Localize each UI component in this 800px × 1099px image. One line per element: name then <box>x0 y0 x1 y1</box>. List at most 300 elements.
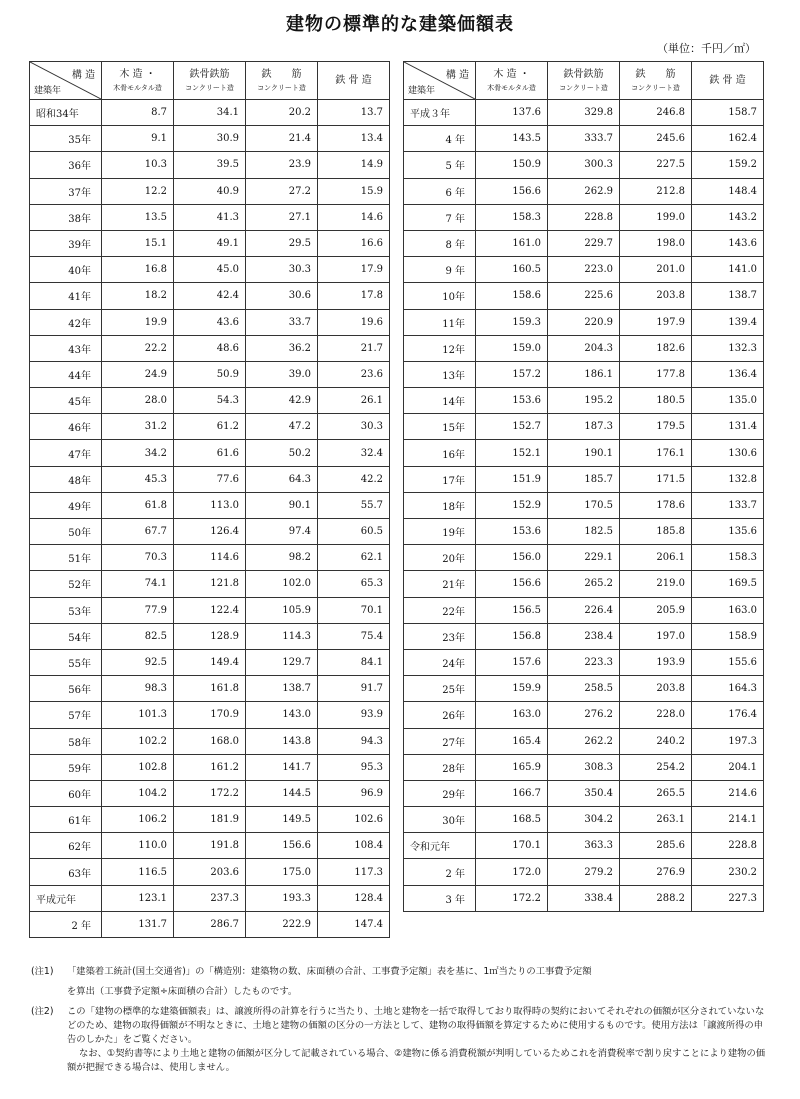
value-cell: 226.4 <box>548 597 620 623</box>
table-row <box>404 519 764 545</box>
value-cell: 170.9 <box>174 702 246 728</box>
value-cell: 113.0 <box>174 492 246 518</box>
year-cell: 41年 <box>30 283 102 309</box>
value-cell: 21.4 <box>246 126 318 152</box>
value-cell: 228.8 <box>548 204 620 230</box>
value-cell: 176.4 <box>692 702 764 728</box>
value-cell: 93.9 <box>318 702 390 728</box>
value-cell: 223.3 <box>548 649 620 675</box>
table-row <box>30 335 390 361</box>
value-cell: 129.7 <box>246 649 318 675</box>
value-cell: 160.5 <box>476 257 548 283</box>
value-cell: 40.9 <box>174 178 246 204</box>
value-cell: 102.0 <box>246 571 318 597</box>
year-cell: 56年 <box>30 676 102 702</box>
value-cell: 104.2 <box>102 780 174 806</box>
year-cell: 24年 <box>404 649 476 675</box>
value-cell: 177.8 <box>620 361 692 387</box>
value-cell: 64.3 <box>246 466 318 492</box>
table-row <box>30 702 390 728</box>
value-cell: 237.3 <box>174 885 246 911</box>
value-cell: 156.8 <box>476 623 548 649</box>
corner-header <box>30 62 102 100</box>
year-cell: 11年 <box>404 309 476 335</box>
value-cell: 16.6 <box>318 230 390 256</box>
note-2-text: この「建物の標準的な建築価額表」は、譲渡所得の計算を行うに当たり、土地と建物を一括で取得しており取得時の契約においてそれぞれの価額が区分されていないなどのため、建物の取得価額が不明なときに、土地と建物の価額の区分の一方法として、建物の取得価額を算定するために使用するものです。使用方法は「譲渡所得の申告のしかた」をご覧ください。 <box>67 1006 765 1045</box>
year-cell: 17年 <box>404 466 476 492</box>
value-cell: 178.6 <box>620 492 692 518</box>
value-cell: 158.9 <box>692 623 764 649</box>
value-cell: 77.6 <box>174 466 246 492</box>
value-cell: 159.0 <box>476 335 548 361</box>
value-cell: 36.2 <box>246 335 318 361</box>
table-row <box>30 571 390 597</box>
value-cell: 161.2 <box>174 754 246 780</box>
value-cell: 161.0 <box>476 230 548 256</box>
table-row <box>30 807 390 833</box>
value-cell: 138.7 <box>246 676 318 702</box>
value-cell: 30.3 <box>246 257 318 283</box>
value-cell: 26.1 <box>318 388 390 414</box>
value-cell: 262.9 <box>548 178 620 204</box>
value-cell: 258.5 <box>548 676 620 702</box>
year-cell: 5 年 <box>404 152 476 178</box>
year-cell: 62年 <box>30 833 102 859</box>
year-cell: 45年 <box>30 388 102 414</box>
table-row <box>404 885 764 911</box>
year-cell: 26年 <box>404 702 476 728</box>
value-cell: 65.3 <box>318 571 390 597</box>
table-row <box>404 571 764 597</box>
value-cell: 152.9 <box>476 492 548 518</box>
value-cell: 158.6 <box>476 283 548 309</box>
value-cell: 13.4 <box>318 126 390 152</box>
year-cell: 35年 <box>30 126 102 152</box>
structure-label: 構 造 <box>445 70 469 81</box>
table-row <box>30 780 390 806</box>
structure-label: 構 造 <box>71 70 95 81</box>
year-cell: 15年 <box>404 414 476 440</box>
value-cell: 156.6 <box>476 571 548 597</box>
value-cell: 193.3 <box>246 885 318 911</box>
table-row <box>404 100 764 126</box>
table-row <box>30 859 390 885</box>
value-cell: 152.7 <box>476 414 548 440</box>
year-cell: 22年 <box>404 597 476 623</box>
year-cell: 3 年 <box>404 885 476 911</box>
table-row <box>30 649 390 675</box>
table-row <box>30 466 390 492</box>
col-header-rc: 鉄 筋 コンクリート造 <box>620 62 692 100</box>
table-row <box>30 230 390 256</box>
year-cell: 43年 <box>30 335 102 361</box>
value-cell: 195.2 <box>548 388 620 414</box>
value-cell: 42.2 <box>318 466 390 492</box>
value-cell: 34.1 <box>174 100 246 126</box>
value-cell: 97.4 <box>246 519 318 545</box>
year-cell: 28年 <box>404 754 476 780</box>
value-cell: 17.8 <box>318 283 390 309</box>
year-cell: 61年 <box>30 807 102 833</box>
value-cell: 149.4 <box>174 649 246 675</box>
value-cell: 132.8 <box>692 466 764 492</box>
table-row <box>30 728 390 754</box>
table-row <box>404 283 764 309</box>
value-cell: 182.6 <box>620 335 692 361</box>
value-cell: 29.5 <box>246 230 318 256</box>
year-cell: 13年 <box>404 361 476 387</box>
value-cell: 168.0 <box>174 728 246 754</box>
value-cell: 198.0 <box>620 230 692 256</box>
value-cell: 229.1 <box>548 545 620 571</box>
value-cell: 263.1 <box>620 807 692 833</box>
value-cell: 135.0 <box>692 388 764 414</box>
year-cell: 27年 <box>404 728 476 754</box>
table-row <box>30 126 390 152</box>
value-cell: 166.7 <box>476 780 548 806</box>
value-cell: 128.4 <box>318 885 390 911</box>
year-cell: 19年 <box>404 519 476 545</box>
year-cell: 2 年 <box>404 859 476 885</box>
value-cell: 141.0 <box>692 257 764 283</box>
value-cell: 169.5 <box>692 571 764 597</box>
value-cell: 308.3 <box>548 754 620 780</box>
value-cell: 138.7 <box>692 283 764 309</box>
table-row <box>404 204 764 230</box>
value-cell: 70.1 <box>318 597 390 623</box>
value-cell: 122.4 <box>174 597 246 623</box>
year-cell: 9 年 <box>404 257 476 283</box>
value-cell: 151.9 <box>476 466 548 492</box>
value-cell: 19.6 <box>318 309 390 335</box>
value-cell: 92.5 <box>102 649 174 675</box>
value-cell: 158.7 <box>692 100 764 126</box>
table-row <box>404 388 764 414</box>
value-cell: 172.0 <box>476 859 548 885</box>
value-cell: 190.1 <box>548 440 620 466</box>
value-cell: 31.2 <box>102 414 174 440</box>
value-cell: 110.0 <box>102 833 174 859</box>
table-row <box>404 126 764 152</box>
value-cell: 21.7 <box>318 335 390 361</box>
value-cell: 165.4 <box>476 728 548 754</box>
value-cell: 15.9 <box>318 178 390 204</box>
table-row <box>30 152 390 178</box>
value-cell: 276.9 <box>620 859 692 885</box>
year-cell: 47年 <box>30 440 102 466</box>
table-row <box>404 257 764 283</box>
value-cell: 300.3 <box>548 152 620 178</box>
table-row <box>404 676 764 702</box>
year-cell: 14年 <box>404 388 476 414</box>
year-cell: 6 年 <box>404 178 476 204</box>
table-row <box>30 100 390 126</box>
table-row <box>404 833 764 859</box>
value-cell: 159.3 <box>476 309 548 335</box>
year-cell: 60年 <box>30 780 102 806</box>
value-cell: 42.4 <box>174 283 246 309</box>
value-cell: 179.5 <box>620 414 692 440</box>
value-cell: 60.5 <box>318 519 390 545</box>
value-cell: 230.2 <box>692 859 764 885</box>
value-cell: 126.4 <box>174 519 246 545</box>
value-cell: 49.1 <box>174 230 246 256</box>
value-cell: 94.3 <box>318 728 390 754</box>
value-cell: 144.5 <box>246 780 318 806</box>
table-row <box>404 754 764 780</box>
value-cell: 156.5 <box>476 597 548 623</box>
value-cell: 90.1 <box>246 492 318 518</box>
value-cell: 156.6 <box>246 833 318 859</box>
value-cell: 214.1 <box>692 807 764 833</box>
value-cell: 13.5 <box>102 204 174 230</box>
table-row <box>30 414 390 440</box>
value-cell: 135.6 <box>692 519 764 545</box>
value-cell: 70.3 <box>102 545 174 571</box>
value-cell: 108.4 <box>318 833 390 859</box>
year-cell: 16年 <box>404 440 476 466</box>
table-row <box>404 728 764 754</box>
value-cell: 45.0 <box>174 257 246 283</box>
year-cell: 38年 <box>30 204 102 230</box>
value-cell: 203.8 <box>620 676 692 702</box>
col-header-steel: 鉄 骨 造 <box>318 62 390 100</box>
value-cell: 161.8 <box>174 676 246 702</box>
value-cell: 350.4 <box>548 780 620 806</box>
year-cell: 7 年 <box>404 204 476 230</box>
value-cell: 262.2 <box>548 728 620 754</box>
value-cell: 165.9 <box>476 754 548 780</box>
year-cell: 63年 <box>30 859 102 885</box>
value-cell: 285.6 <box>620 833 692 859</box>
value-cell: 197.3 <box>692 728 764 754</box>
value-cell: 170.5 <box>548 492 620 518</box>
value-cell: 333.7 <box>548 126 620 152</box>
value-cell: 185.7 <box>548 466 620 492</box>
table-row <box>30 309 390 335</box>
value-cell: 39.0 <box>246 361 318 387</box>
value-cell: 41.3 <box>174 204 246 230</box>
value-cell: 279.2 <box>548 859 620 885</box>
value-cell: 133.7 <box>692 492 764 518</box>
value-cell: 288.2 <box>620 885 692 911</box>
value-cell: 163.0 <box>476 702 548 728</box>
table-row <box>404 545 764 571</box>
value-cell: 193.9 <box>620 649 692 675</box>
table-row <box>30 885 390 911</box>
value-cell: 96.9 <box>318 780 390 806</box>
note-2-mark: (注2) <box>31 1006 54 1017</box>
year-cell: 55年 <box>30 649 102 675</box>
value-cell: 153.6 <box>476 388 548 414</box>
value-cell: 265.2 <box>548 571 620 597</box>
value-cell: 22.2 <box>102 335 174 361</box>
year-cell: 52年 <box>30 571 102 597</box>
value-cell: 55.7 <box>318 492 390 518</box>
col-header-steel: 鉄 骨 造 <box>692 62 764 100</box>
value-cell: 276.2 <box>548 702 620 728</box>
value-cell: 150.9 <box>476 152 548 178</box>
value-cell: 137.6 <box>476 100 548 126</box>
table-row <box>404 178 764 204</box>
value-cell: 75.4 <box>318 623 390 649</box>
value-cell: 84.1 <box>318 649 390 675</box>
value-cell: 158.3 <box>692 545 764 571</box>
value-cell: 34.2 <box>102 440 174 466</box>
value-cell: 197.0 <box>620 623 692 649</box>
value-cell: 157.6 <box>476 649 548 675</box>
table-row <box>30 545 390 571</box>
value-cell: 143.2 <box>692 204 764 230</box>
value-cell: 33.7 <box>246 309 318 335</box>
value-cell: 74.1 <box>102 571 174 597</box>
value-cell: 48.6 <box>174 335 246 361</box>
value-cell: 159.2 <box>692 152 764 178</box>
value-cell: 170.1 <box>476 833 548 859</box>
value-cell: 95.3 <box>318 754 390 780</box>
value-cell: 136.4 <box>692 361 764 387</box>
value-cell: 199.0 <box>620 204 692 230</box>
value-cell: 43.6 <box>174 309 246 335</box>
value-cell: 228.0 <box>620 702 692 728</box>
table-row <box>30 911 390 937</box>
value-cell: 191.8 <box>174 833 246 859</box>
table-row <box>404 492 764 518</box>
table-row <box>30 754 390 780</box>
table-row <box>404 623 764 649</box>
value-cell: 201.0 <box>620 257 692 283</box>
value-cell: 50.2 <box>246 440 318 466</box>
year-cell: 51年 <box>30 545 102 571</box>
value-cell: 62.1 <box>318 545 390 571</box>
table-row <box>404 309 764 335</box>
value-cell: 204.3 <box>548 335 620 361</box>
table-row <box>404 335 764 361</box>
value-cell: 19.9 <box>102 309 174 335</box>
table-row <box>404 597 764 623</box>
value-cell: 130.6 <box>692 440 764 466</box>
col-header-src: 鉄骨鉄筋 コンクリート造 <box>174 62 246 100</box>
value-cell: 228.8 <box>692 833 764 859</box>
value-cell: 102.6 <box>318 807 390 833</box>
value-cell: 149.5 <box>246 807 318 833</box>
table-row <box>404 807 764 833</box>
value-cell: 182.5 <box>548 519 620 545</box>
year-cell: 12年 <box>404 335 476 361</box>
value-cell: 117.3 <box>318 859 390 885</box>
year-cell: 2 年 <box>30 911 102 937</box>
table-row <box>30 623 390 649</box>
value-cell: 102.2 <box>102 728 174 754</box>
table-row <box>30 204 390 230</box>
value-cell: 27.2 <box>246 178 318 204</box>
value-cell: 338.4 <box>548 885 620 911</box>
value-cell: 121.8 <box>174 571 246 597</box>
table-row <box>404 361 764 387</box>
year-cell: 57年 <box>30 702 102 728</box>
value-cell: 227.5 <box>620 152 692 178</box>
value-cell: 8.7 <box>102 100 174 126</box>
note-1-mark: (注1) <box>31 966 54 977</box>
note-3-text: なお、①契約書等により土地と建物の価額が区分して記載されている場合、②建物に係る消費税額が判明しているためこれを消費税率で割り戻すことにより建物の価額が把握できる場合は、使用しません。 <box>67 1048 766 1073</box>
table-row <box>30 597 390 623</box>
table-row <box>404 230 764 256</box>
table-row <box>30 388 390 414</box>
value-cell: 143.8 <box>246 728 318 754</box>
year-cell: 昭和34年 <box>30 100 102 126</box>
value-cell: 147.4 <box>318 911 390 937</box>
year-cell: 40年 <box>30 257 102 283</box>
value-cell: 219.0 <box>620 571 692 597</box>
value-cell: 204.1 <box>692 754 764 780</box>
value-cell: 245.6 <box>620 126 692 152</box>
table-row <box>30 833 390 859</box>
year-cell: 48年 <box>30 466 102 492</box>
year-cell: 8 年 <box>404 230 476 256</box>
value-cell: 156.0 <box>476 545 548 571</box>
year-cell: 30年 <box>404 807 476 833</box>
table-row <box>30 676 390 702</box>
year-cell: 44年 <box>30 361 102 387</box>
value-cell: 238.4 <box>548 623 620 649</box>
value-cell: 223.0 <box>548 257 620 283</box>
value-cell: 156.6 <box>476 178 548 204</box>
value-cell: 254.2 <box>620 754 692 780</box>
value-cell: 116.5 <box>102 859 174 885</box>
value-cell: 229.7 <box>548 230 620 256</box>
value-cell: 181.9 <box>174 807 246 833</box>
value-cell: 114.6 <box>174 545 246 571</box>
page-title: 建物の標準的な建築価額表 <box>286 14 514 35</box>
year-cell: 18年 <box>404 492 476 518</box>
value-cell: 61.6 <box>174 440 246 466</box>
year-cell: 58年 <box>30 728 102 754</box>
value-cell: 28.0 <box>102 388 174 414</box>
value-cell: 15.1 <box>102 230 174 256</box>
value-cell: 139.4 <box>692 309 764 335</box>
value-cell: 17.9 <box>318 257 390 283</box>
value-cell: 168.5 <box>476 807 548 833</box>
price-table-left <box>29 61 390 938</box>
value-cell: 153.6 <box>476 519 548 545</box>
value-cell: 61.2 <box>174 414 246 440</box>
value-cell: 39.5 <box>174 152 246 178</box>
table-row <box>404 780 764 806</box>
year-cell: 25年 <box>404 676 476 702</box>
value-cell: 220.9 <box>548 309 620 335</box>
value-cell: 143.5 <box>476 126 548 152</box>
value-cell: 91.7 <box>318 676 390 702</box>
value-cell: 225.6 <box>548 283 620 309</box>
value-cell: 61.8 <box>102 492 174 518</box>
value-cell: 131.4 <box>692 414 764 440</box>
table-row <box>404 440 764 466</box>
year-label: 建築年 <box>34 86 62 96</box>
value-cell: 163.0 <box>692 597 764 623</box>
value-cell: 157.2 <box>476 361 548 387</box>
value-cell: 159.9 <box>476 676 548 702</box>
notes <box>31 965 771 1075</box>
value-cell: 18.2 <box>102 283 174 309</box>
value-cell: 30.9 <box>174 126 246 152</box>
value-cell: 13.7 <box>318 100 390 126</box>
value-cell: 101.3 <box>102 702 174 728</box>
year-label: 建築年 <box>408 86 436 96</box>
value-cell: 132.3 <box>692 335 764 361</box>
year-cell: 39年 <box>30 230 102 256</box>
value-cell: 329.8 <box>548 100 620 126</box>
value-cell: 131.7 <box>102 911 174 937</box>
